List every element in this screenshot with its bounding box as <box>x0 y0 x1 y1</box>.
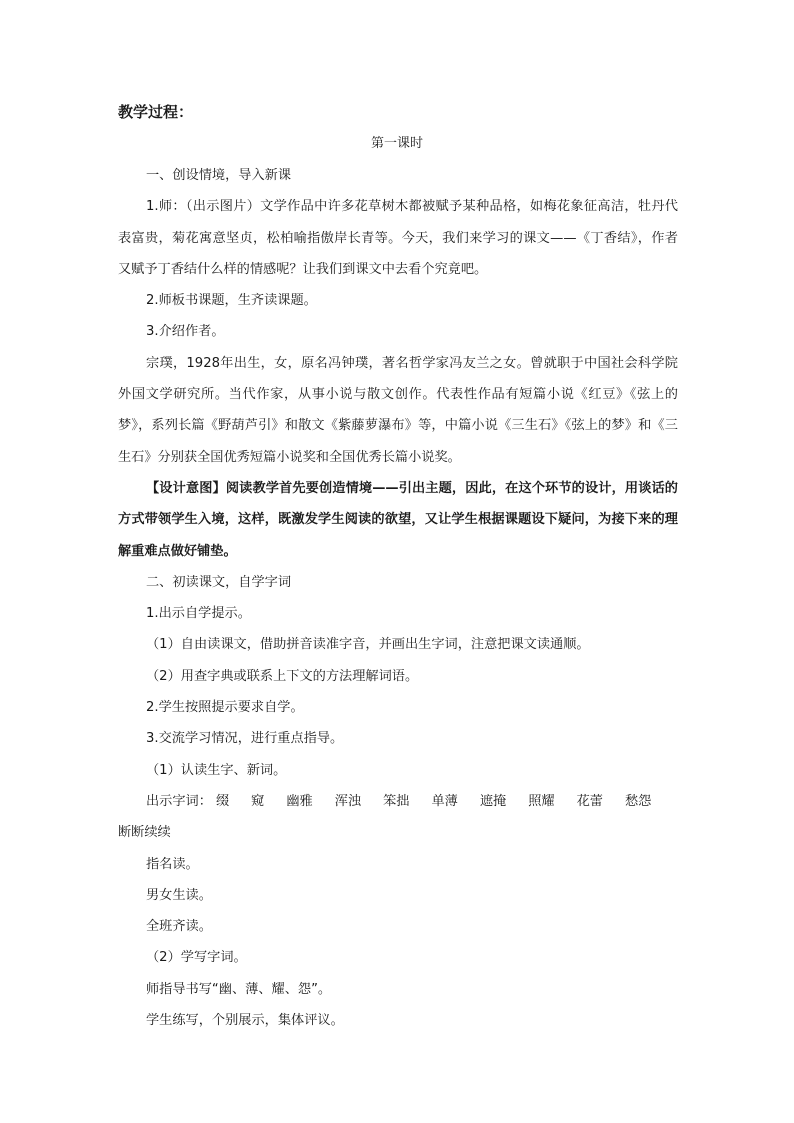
word-list <box>118 786 678 849</box>
lesson-subheading: 第一课时 <box>370 136 423 151</box>
word-item: 窥 <box>251 793 265 809</box>
design-intent-paragraph: 【设计意图】阅读教学首先要创造情境——引出主题，因此，在这个环节的设计，用谈话的方式带领学生入境，这样，既激发学生阅读的欲望，又让学生根据课题设下疑问，为接下来的理解重难点做好铺垫。 <box>118 480 678 559</box>
word-item: 断断续续 <box>118 825 171 841</box>
word-item: 花蕾 <box>576 793 603 809</box>
word-list-label: 出示字词： <box>146 793 212 809</box>
word-item: 愁怨 <box>624 793 652 809</box>
paragraph: （1）认读生字、新词。 <box>146 762 287 778</box>
section-title: 一、创设情境，导入新课 <box>146 168 292 183</box>
paragraph: 2.师板书课题，生齐读课题。 <box>146 293 317 309</box>
author-intro-paragraph: 宗璞，1928年出生，女，原名冯钟璞，著名哲学家冯友兰之女。曾就职于中国社会科学院外国文学研究所。当代作家，从事小说与散文创作。代表性作品有短篇小说《红豆》《弦上的梦》，系列长篇《野葫芦引》和散文《紫藤萝瀑布》等，中篇小说《三生石》《弦上的梦》和《三生石》分别获全国优秀短篇小说奖和全国优秀长篇小说奖。 <box>118 355 678 465</box>
word-item: 笨拙 <box>383 793 410 809</box>
paragraph: 3.交流学习情况，进行重点指导。 <box>146 731 344 747</box>
word-item: 缀 <box>215 793 230 809</box>
paragraph: 3.介绍作者。 <box>146 324 225 340</box>
word-item: 浑浊 <box>334 793 362 809</box>
paragraph: 2.学生按照提示要求自学。 <box>146 700 304 716</box>
paragraph: （1）自由读课文，借助拼音读准字音，并画出生字词，注意把课文读通顺。 <box>146 637 590 653</box>
paragraph: 师指导书写“幽、薄、耀、怨”。 <box>146 981 332 997</box>
paragraph: 男女生读。 <box>146 887 212 903</box>
document-body <box>118 160 678 1036</box>
word-item: 幽雅 <box>286 793 313 809</box>
paragraph: 1.师：（出示图片）文学作品中许多花草树木都被赋予某种品格，如梅花象征高洁，牡丹代表富贵，菊花寓意坚贞，松柏喻指傲岸长青等。今天，我们来学习的课文——《丁香结》，作者又赋予丁香结什么样的情感呢？让我们到课文中去看个究竟吧。 <box>118 199 678 277</box>
paragraph: 全班齐读。 <box>146 919 212 935</box>
paragraph: 学生练写，个别展示，集体评议。 <box>146 1013 344 1029</box>
section-title: 二、初读课文，自学字词 <box>146 574 292 590</box>
paragraph: 指名读。 <box>146 856 199 872</box>
section-heading: 教学过程： <box>118 103 194 121</box>
paragraph: 1.出示自学提示。 <box>146 606 251 622</box>
paragraph: （2）学写字词。 <box>146 950 247 966</box>
word-item: 遮掩 <box>479 793 507 809</box>
word-item: 单薄 <box>431 793 458 809</box>
word-item: 照耀 <box>528 793 555 809</box>
paragraph: （2）用查字典或联系上下文的方法理解词语。 <box>146 668 419 684</box>
